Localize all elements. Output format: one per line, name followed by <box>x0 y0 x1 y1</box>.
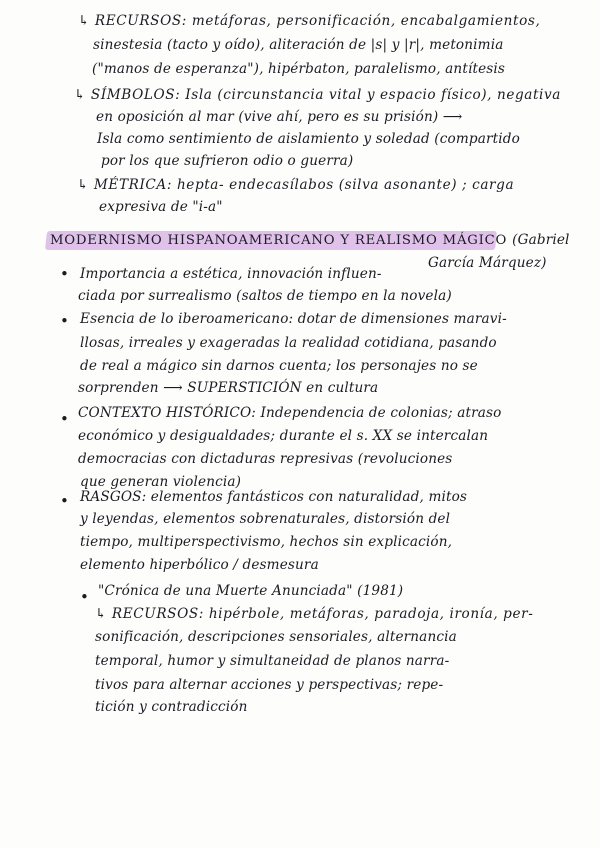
section-heading <box>50 231 570 250</box>
bullet-marker-5: • <box>80 588 89 606</box>
simbolos-line-4: por los que sufrieron odio o guerra) <box>101 153 354 169</box>
bullet-2-line-4: sorprenden ⟶ SUPERSTICIÓN en cultura <box>78 380 379 396</box>
metrica-line-1: ↳ MÉTRICA: hepta- endecasílabos (silva asonante) ; carga <box>77 177 515 193</box>
section-heading-title: MODERNISMO HISPANOAMERICANO Y REALISMO MÁGICO <box>50 233 508 248</box>
heading-author: García Márquez) <box>428 255 547 271</box>
recursos-line-2: sinestesia (tacto y oído), aliteración de |s| y |r|, metonimia <box>93 37 504 53</box>
bullet-2-line-1: Esencia de lo iberoamericano: dotar de dimensiones maravi- <box>80 311 507 327</box>
simbolos-line-2: en oposición al mar (vive ahí, pero es su prisión) ⟶ <box>96 109 463 125</box>
bullet-5-line-3: sonificación, descripciones sensoriales, alternancia <box>95 629 457 645</box>
metrica-line-2: expresiva de "i-a" <box>99 199 223 215</box>
bullet-4-line-3: tiempo, multiperspectivismo, hechos sin explicación, <box>80 534 453 550</box>
bullet-5-line-5: tivos para alternar acciones y perspectivas; repe- <box>95 677 444 693</box>
heading-author-open: (Gabriel <box>512 232 570 248</box>
bullet-2-line-3: de real a mágico sin darnos cuenta; los personajes no se <box>80 358 478 374</box>
bullet-3-line-3: democracias con dictaduras represivas (revoluciones <box>78 451 453 467</box>
bullet-3-line-1: CONTEXTO HISTÓRICO: Independencia de colonias; atraso <box>78 405 502 421</box>
bullet-5-line-4: temporal, humor y simultaneidad de planos narra- <box>95 653 450 669</box>
bullet-3-line-2: económico y desigualdades; durante el s. XX se intercalan <box>78 428 489 444</box>
bullet-4-line-4: elemento hiperbólico / desmesura <box>80 557 319 573</box>
bullet-4-line-2: y leyendas, elementos sobrenaturales, distorsión del <box>80 511 451 527</box>
bullet-1-line-1: Importancia a estética, innovación influen- <box>80 266 382 282</box>
bullet-marker-1: • <box>60 265 69 283</box>
recursos-line-3: ("manos de esperanza"), hipérbaton, paralelismo, antítesis <box>92 61 506 77</box>
simbolos-line-3: Isla como sentimiento de aislamiento y soledad (compartido <box>97 131 520 147</box>
bullet-5-line-1: "Crónica de una Muerte Anunciada" (1981) <box>98 583 404 599</box>
bullet-marker-2: • <box>60 312 69 330</box>
bullet-2-line-2: llosas, irreales y exageradas la realidad cotidiana, pasando <box>80 335 497 351</box>
simbolos-line-1: ↳ SÍMBOLOS: Isla (circunstancia vital y espacio físico), negativa <box>74 87 561 103</box>
bullet-1-line-2: ciada por surrealismo (saltos de tiempo en la novela) <box>78 288 452 304</box>
bullet-5-line-2: ↳ RECURSOS: hipérbole, metáforas, paradoja, ironía, per- <box>95 606 534 622</box>
bullet-3-line-4: que generan violencia) <box>80 474 242 490</box>
bullet-marker-3: • <box>60 410 69 428</box>
bullet-5-line-6: tición y contradicción <box>95 699 248 715</box>
bullet-4-line-1: RASGOS: elementos fantásticos con naturalidad, mitos <box>80 489 468 505</box>
bullet-marker-4: • <box>60 492 69 510</box>
recursos-line-1: ↳ RECURSOS: metáforas, personificación, encabalgamientos, <box>78 13 541 29</box>
